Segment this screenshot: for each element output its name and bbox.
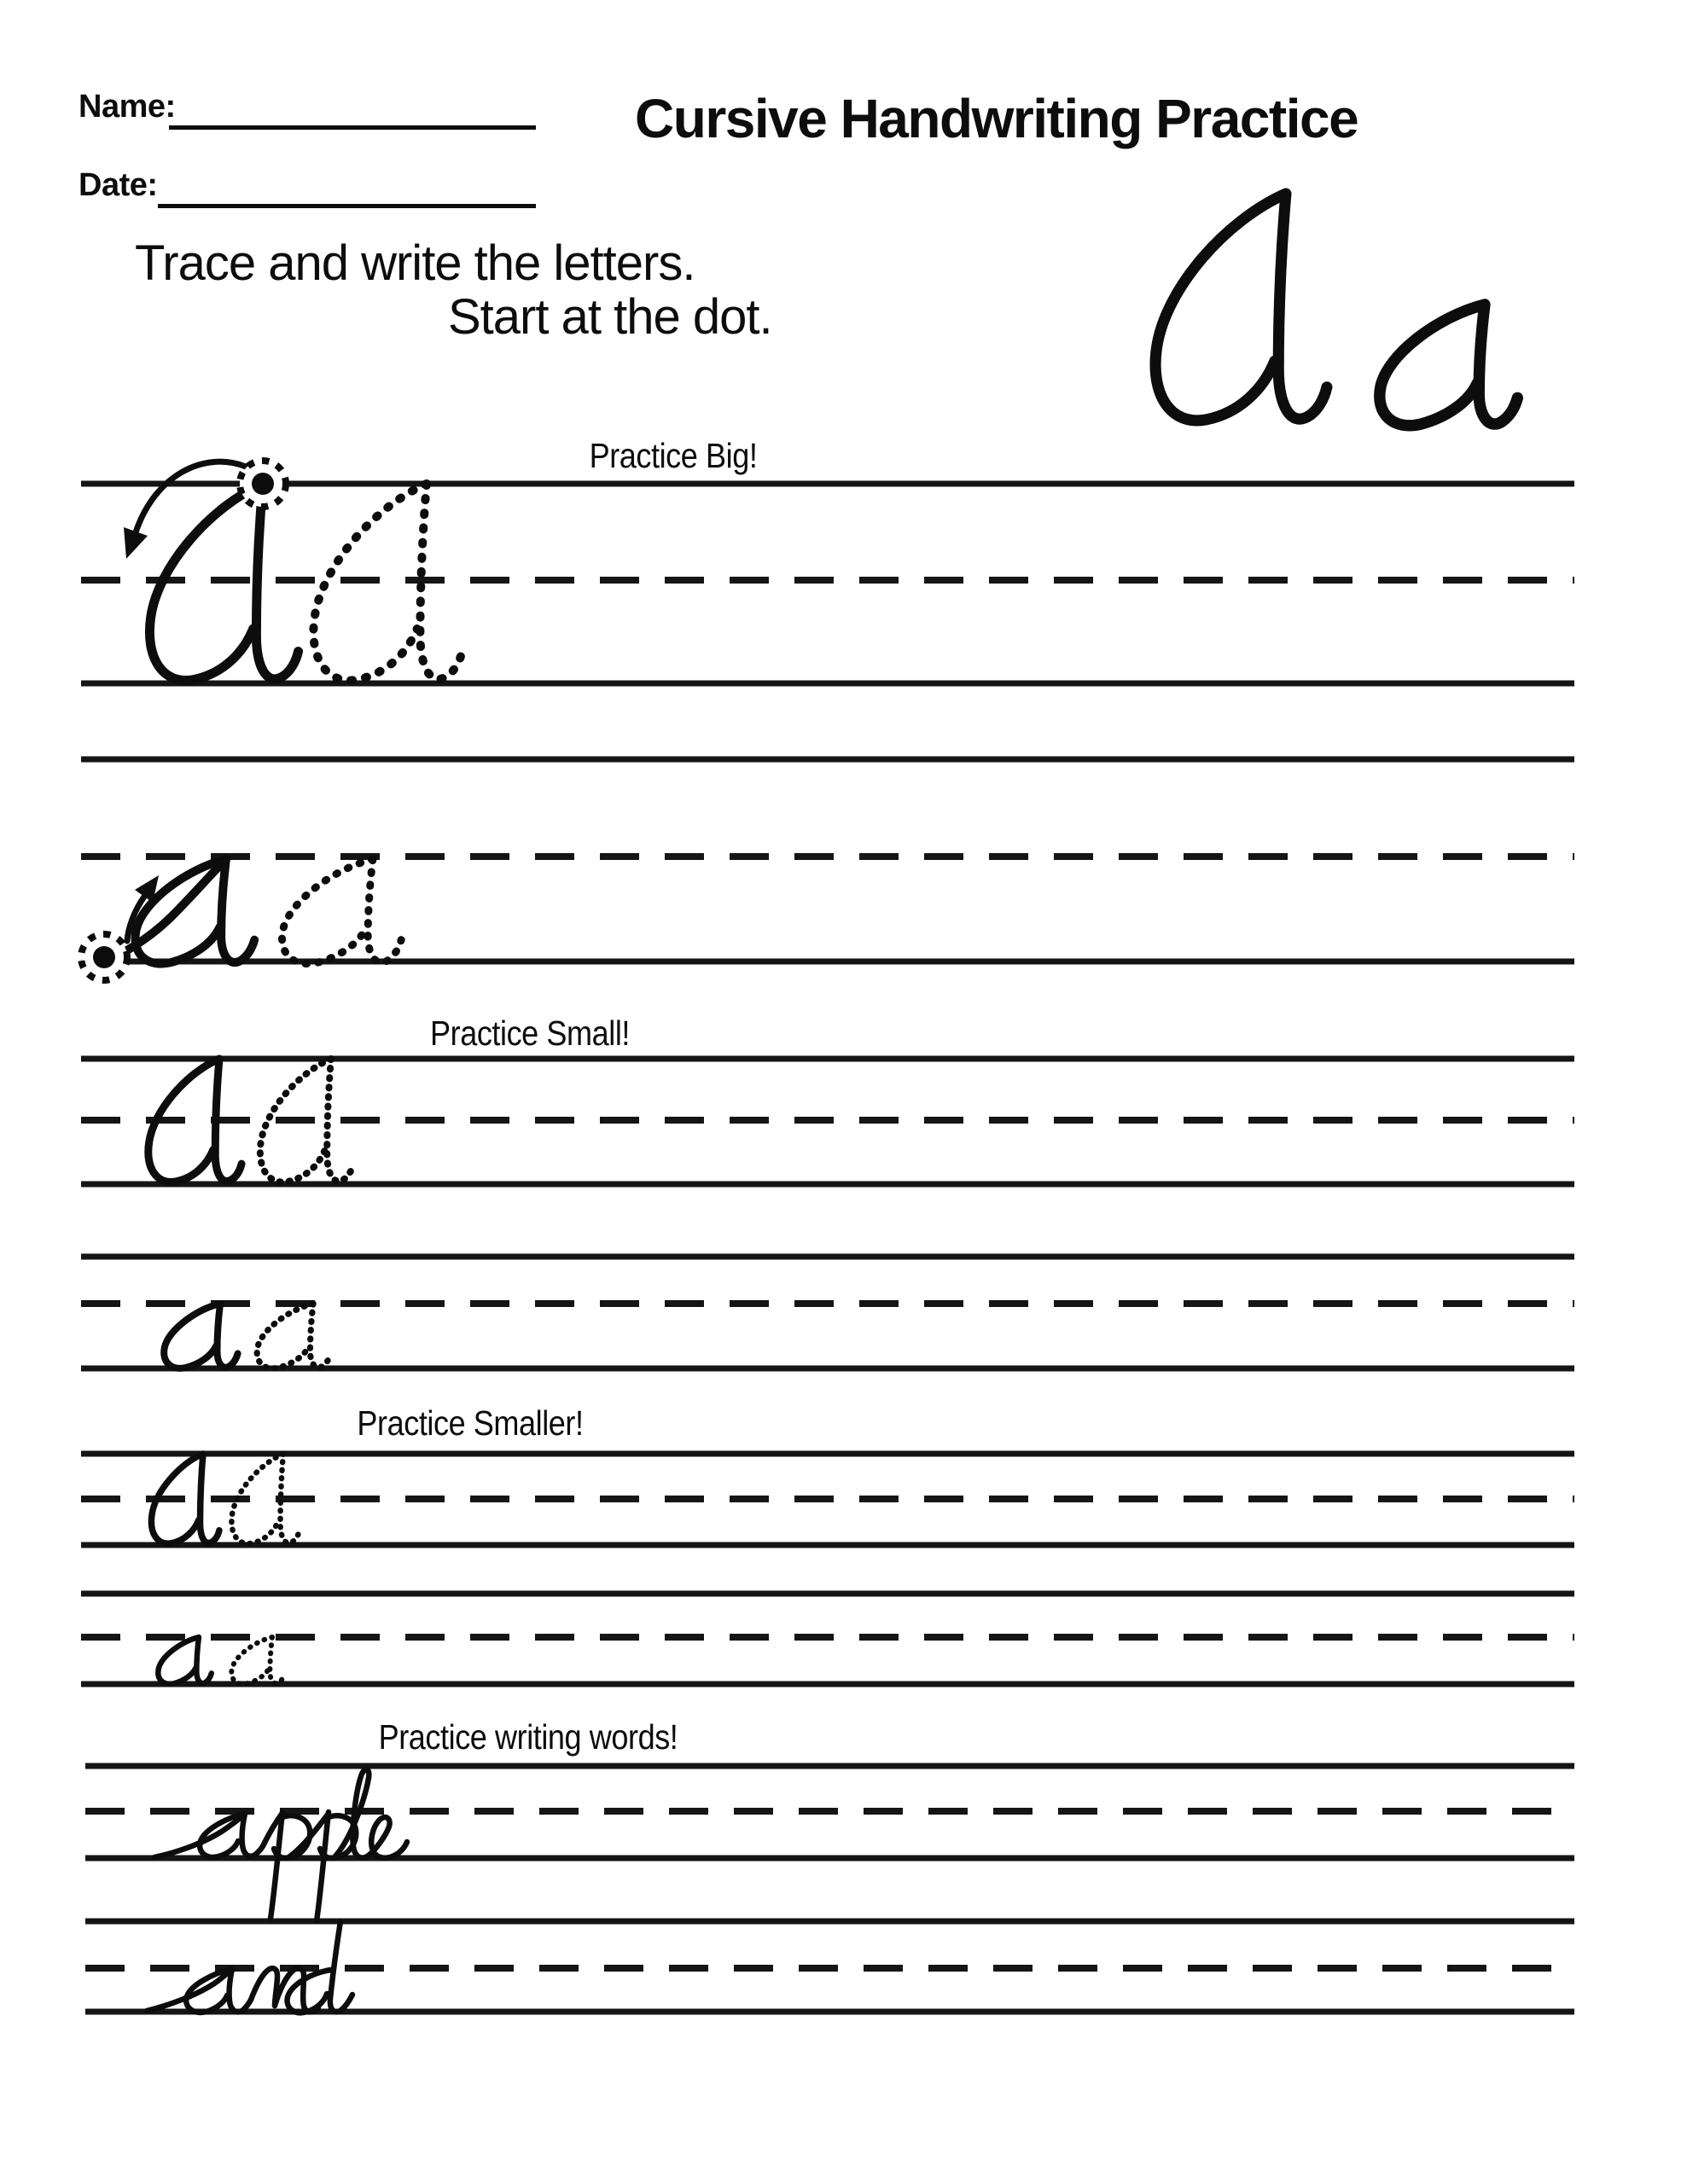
section-label-practice-words: Practice writing words!: [378, 1717, 678, 1757]
trace-row-smaller-lowercase: [158, 1637, 285, 1684]
display-letter-lowercase-glyph: [1380, 305, 1518, 426]
name-label: Name:: [79, 89, 176, 125]
start-dot: [93, 946, 115, 968]
section-label-practice-smaller: Practice Smaller!: [357, 1403, 584, 1443]
letter-trace-a: [257, 1304, 330, 1368]
practice-word-apple-glyph: [154, 1769, 407, 1921]
instruction-line-2: Start at the dot.: [448, 289, 772, 345]
letter-trace-a: [231, 1637, 285, 1684]
direction-arrowhead: [124, 527, 148, 559]
letter-solid-a: [164, 1304, 237, 1368]
page-title: Cursive Handwriting Practice: [635, 88, 1358, 149]
section-label-practice-small: Practice Small!: [429, 1014, 631, 1053]
letter-solid-a: [158, 1637, 212, 1684]
trace-row-small-lowercase: [164, 1304, 330, 1368]
trace-row-big-uppercase: [124, 461, 462, 680]
name-blank-line: [169, 125, 536, 130]
ruled-lines: [81, 484, 1574, 2012]
section-label-practice-big: Practice Big!: [589, 436, 758, 475]
instruction-line-1: Trace and write the letters.: [135, 235, 695, 291]
date-label: Date:: [79, 167, 158, 203]
date-blank-line: [158, 204, 536, 208]
direction-arrow: [136, 462, 246, 532]
start-dot: [252, 473, 274, 495]
display-letter-uppercase-glyph: [1155, 194, 1327, 421]
letter-trace-a: [282, 859, 402, 964]
